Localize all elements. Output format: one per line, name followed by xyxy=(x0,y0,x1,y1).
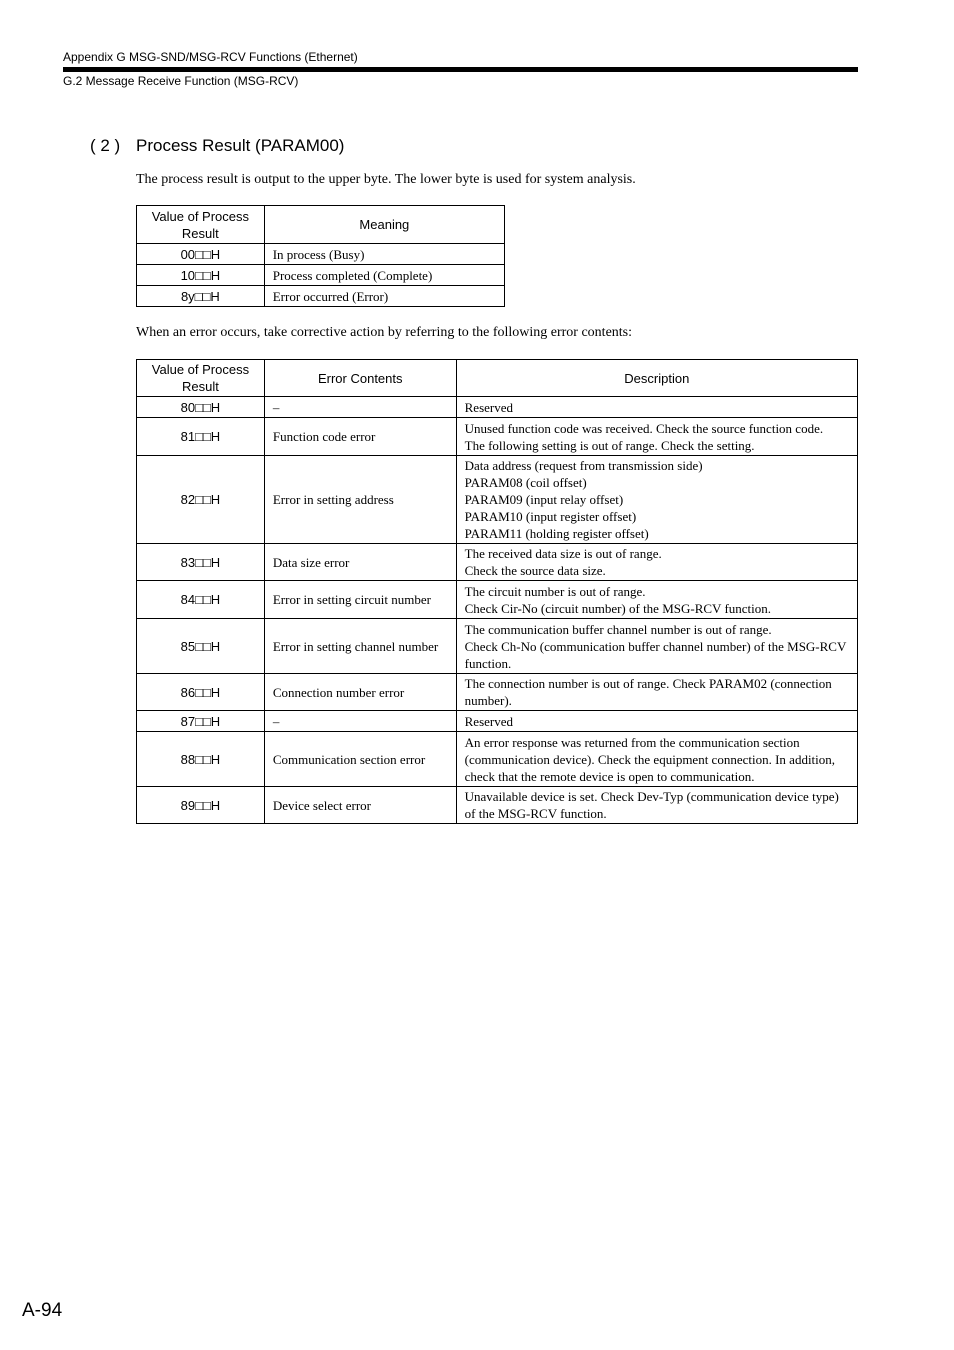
cell-error-contents: Device select error xyxy=(264,787,456,824)
cell-description: Unavailable device is set. Check Dev-Typ (communication device type) of the MSG-RCV function. xyxy=(456,787,857,824)
table-row xyxy=(137,397,858,418)
table-row xyxy=(137,544,858,581)
error-contents-table xyxy=(136,359,858,824)
table-header-row xyxy=(137,206,505,244)
cell-error-contents: Connection number error xyxy=(264,674,456,711)
cell-description: The received data size is out of range. Check the source data size. xyxy=(456,544,857,581)
cell-value: 88□□H xyxy=(137,732,265,787)
table-row xyxy=(137,418,858,456)
cell-value: 10□□H xyxy=(137,265,265,286)
cell-description: The communication buffer channel number is out of range. Check Ch-No (communication buffer channel number) of the MSG-RCV function. xyxy=(456,619,857,674)
cell-error-contents: Communication section error xyxy=(264,732,456,787)
cell-description: The connection number is out of range. Check PARAM02 (connection number). xyxy=(456,674,857,711)
header-rule xyxy=(63,67,858,72)
intro-paragraph: The process result is output to the upper byte. The lower byte is used for system analysis. xyxy=(136,172,636,187)
column-header-value: Value of Process Result xyxy=(137,206,265,244)
cell-description: Reserved xyxy=(456,711,857,732)
table-row xyxy=(137,244,505,265)
table-row xyxy=(137,711,858,732)
table-header-row xyxy=(137,360,858,397)
cell-error-contents: Function code error xyxy=(264,418,456,456)
cell-value: 87□□H xyxy=(137,711,265,732)
cell-description: Unused function code was received. Check the source function code. The following setting is out of range. Check the setting. xyxy=(456,418,857,456)
section-number: ( 2 ) xyxy=(90,136,121,155)
table-row xyxy=(137,732,858,787)
cell-error-contents: – xyxy=(264,397,456,418)
table-row xyxy=(137,787,858,824)
section-title-text: Process Result (PARAM00) xyxy=(136,136,345,155)
cell-value: 81□□H xyxy=(137,418,265,456)
cell-meaning: In process (Busy) xyxy=(264,244,504,265)
table-row xyxy=(137,619,858,674)
table-row xyxy=(137,265,505,286)
cell-value: 84□□H xyxy=(137,581,265,619)
cell-description: Data address (request from transmission side) PARAM08 (coil offset) PARAM09 (input relay offset) PARAM10 (input register offset) PARAM11 (holding register offset) xyxy=(456,456,857,544)
cell-meaning: Process completed (Complete) xyxy=(264,265,504,286)
cell-value: 86□□H xyxy=(137,674,265,711)
header-appendix-title: Appendix G MSG-SND/MSG-RCV Functions (Ethernet) xyxy=(63,50,358,64)
running-header xyxy=(63,49,858,89)
cell-error-contents: Data size error xyxy=(264,544,456,581)
cell-value: 83□□H xyxy=(137,544,265,581)
cell-value: 00□□H xyxy=(137,244,265,265)
cell-error-contents: Error in setting circuit number xyxy=(264,581,456,619)
cell-value: 80□□H xyxy=(137,397,265,418)
cell-description: An error response was returned from the communication section (communication device). Check the equipment connection. In addition, check that the remote device is open to communication. xyxy=(456,732,857,787)
cell-value: 85□□H xyxy=(137,619,265,674)
cell-value: 82□□H xyxy=(137,456,265,544)
cell-error-contents: Error in setting address xyxy=(264,456,456,544)
cell-error-contents: Error in setting channel number xyxy=(264,619,456,674)
cell-meaning: Error occurred (Error) xyxy=(264,286,504,307)
section-heading xyxy=(90,136,344,156)
process-result-table xyxy=(136,205,505,307)
cell-value: 89□□H xyxy=(137,787,265,824)
column-header-description: Description xyxy=(456,360,857,397)
table-row xyxy=(137,456,858,544)
cell-error-contents: – xyxy=(264,711,456,732)
column-header-error-contents: Error Contents xyxy=(264,360,456,397)
cell-description: The circuit number is out of range. Check Cir-No (circuit number) of the MSG-RCV function. xyxy=(456,581,857,619)
cell-description: Reserved xyxy=(456,397,857,418)
page-number: A-94 xyxy=(22,1300,63,1321)
column-header-value: Value of Process Result xyxy=(137,360,265,397)
table-row xyxy=(137,581,858,619)
table-row xyxy=(137,286,505,307)
error-intro-paragraph: When an error occurs, take corrective action by referring to the following error contents: xyxy=(136,325,633,340)
header-section-title: G.2 Message Receive Function (MSG-RCV) xyxy=(63,74,299,88)
cell-value: 8y□□H xyxy=(137,286,265,307)
column-header-meaning: Meaning xyxy=(264,206,504,244)
table-row xyxy=(137,674,858,711)
